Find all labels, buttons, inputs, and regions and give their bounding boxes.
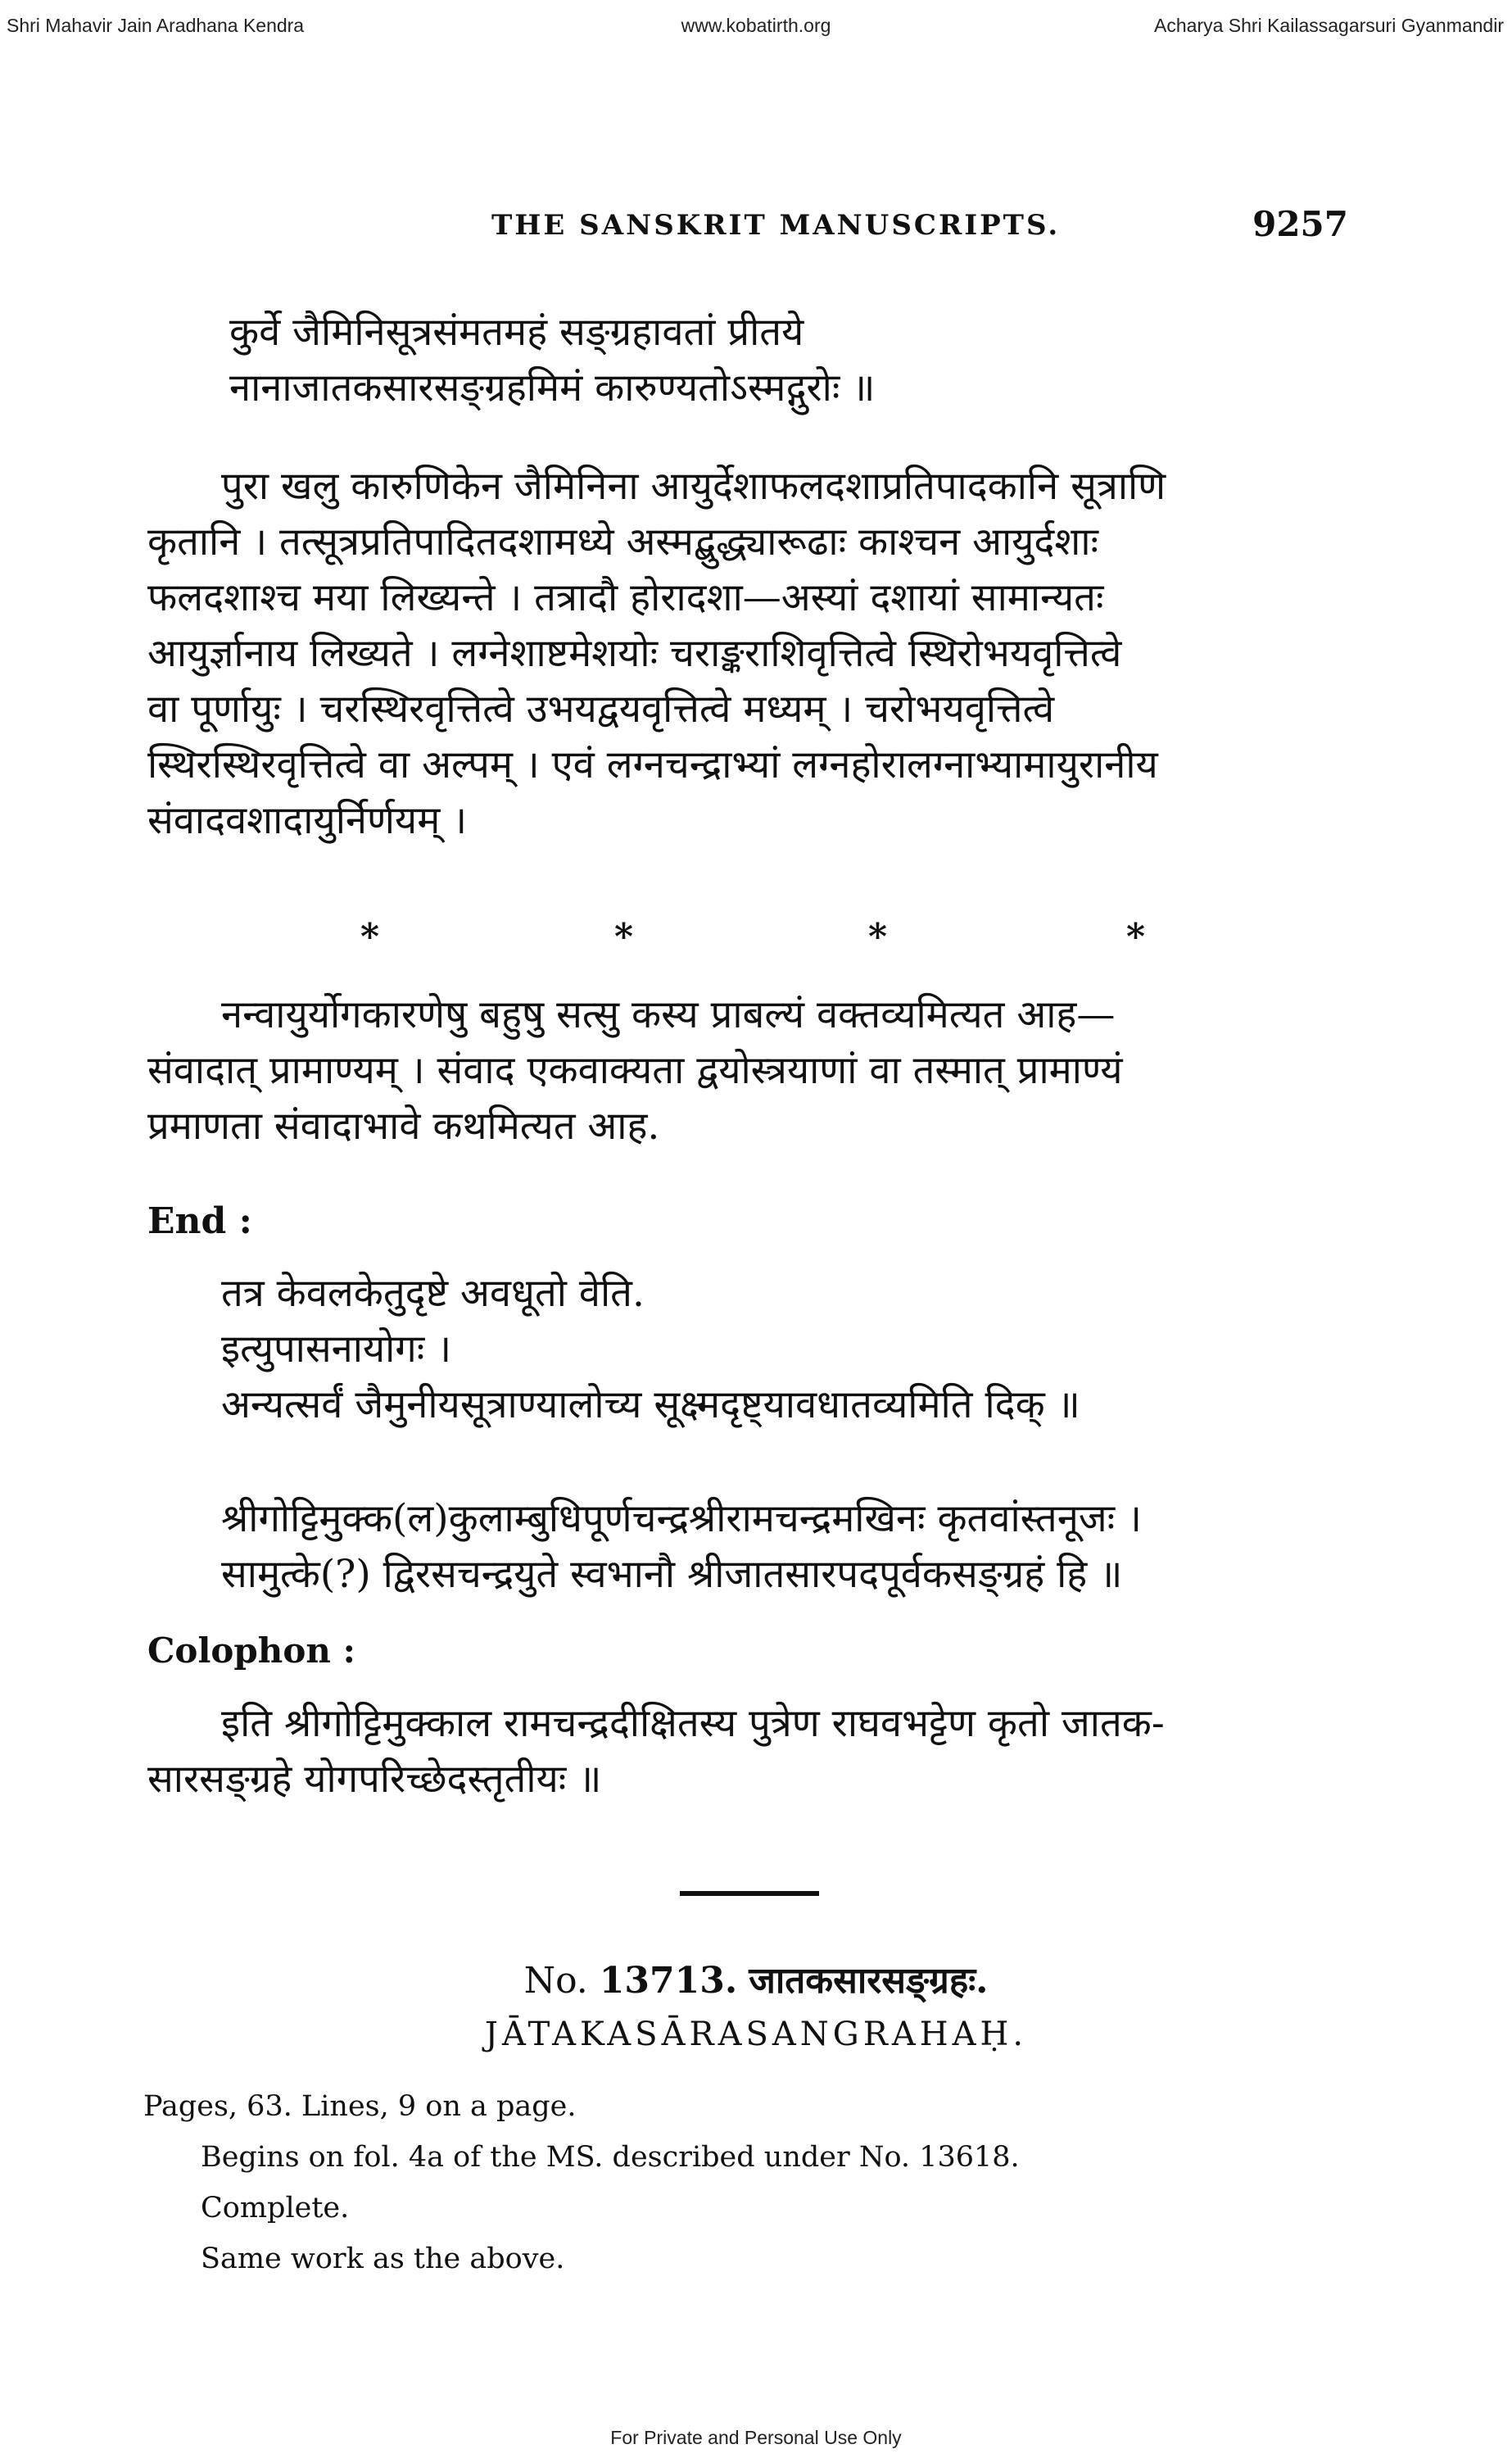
prose-paragraph-2: [147, 987, 1360, 1154]
paragraph-line: आयुर्ज्ञानाय लिख्यते । लग्नेशाष्टमेशयोः चराङ्कराशिवृत्तित्वे स्थिरोभयवृत्तित्वे: [147, 631, 1122, 676]
closing-verse: [147, 1491, 1360, 1603]
separator-star: *: [360, 916, 380, 958]
entry-number-line: [0, 1954, 1512, 2003]
separator-star: *: [868, 916, 888, 958]
colophon-heading: Colophon :: [147, 1630, 355, 1671]
end-text: [147, 1266, 1360, 1433]
opening-verse: [147, 305, 1360, 416]
paragraph-line: स्थिरस्थिरवृत्तित्वे वा अल्पम् । एवं लग्नचन्द्राभ्यां लग्नहोरालग्नाभ्यामायुरानीय: [147, 742, 1158, 787]
end-line: अन्यत्सर्वं जैमुनीयसूत्राण्यालोच्य सूक्ष्मदृष्ट्यावधातव्यमिति दिक् ॥: [221, 1382, 1080, 1427]
running-title: THE SANSKRIT MANUSCRIPTS.: [491, 209, 1061, 242]
verse-line: नानाजातकसारसङ्ग्रहमिमं कारुण्यतोऽस्मद्गुरोः ॥: [229, 365, 876, 410]
page-header: [0, 204, 1512, 258]
meta-pages-lines: Pages, 63. Lines, 9 on a page.: [143, 2090, 577, 2123]
entry-number-prefix: No.: [523, 1960, 588, 2002]
end-line: तत्र केवलकेतुदृष्टे अवधूतो वेति.: [221, 1271, 645, 1316]
entry-title-devanagari: जातकसारसङ्ग्रहः.: [749, 1960, 989, 2002]
separator-star: *: [614, 916, 634, 958]
colophon-line: इति श्रीगोट्टिमुक्काल रामचन्द्रदीक्षितस्य पुत्रेण राघवभट्टेण कृतो जातक-: [221, 1701, 1165, 1746]
colophon-text: [147, 1696, 1360, 1807]
verse-line: कुर्वे जैमिनिसूत्रसंमतमहं सङ्ग्रहावतां प्रीतये: [229, 310, 804, 355]
paragraph-line: संवादात् प्रामाण्यम् । संवाद एकवाक्यता द्वयोस्त्रयाणां वा तस्मात् प्रामाण्यं: [147, 1048, 1123, 1093]
verse-line: श्रीगोट्टिमुक्क(ल)कुलाम्बुधिपूर्णचन्द्रश्रीरामचन्द्रमखिनः कृतवांस्तनूजः ।: [221, 1496, 1142, 1541]
entry-number: 13713.: [599, 1960, 738, 2002]
meta-begins: Begins on fol. 4a of the MS. described under No. 13618.: [201, 2141, 1020, 2174]
end-heading: End :: [147, 1200, 252, 1242]
horizontal-rule: [680, 1891, 819, 1896]
verse-line: सामुत्के(?) द्विरसचन्द्रयुते स्वभानौ श्रीजातसारपदपूर्वकसङ्ग्रहं हि ॥: [221, 1552, 1123, 1597]
meta-complete: Complete.: [201, 2192, 350, 2224]
separator-star: *: [1126, 916, 1146, 958]
paragraph-line: कृतानि । तत्सूत्रप्रतिपादितदशामध्ये अस्मद्बुद्ध्यारूढाः काश्चन आयुर्दशाः: [147, 519, 1099, 565]
colophon-line: सारसङ्ग्रहे योगपरिच्छेदस्तृतीयः ॥: [147, 1757, 602, 1802]
page-number: 9257: [1252, 204, 1348, 244]
top-bar-right-text: Acharya Shri Kailassagarsuri Gyanmandir: [1154, 15, 1504, 36]
end-line: इत्युपासनायोगः ।: [221, 1327, 452, 1372]
section-separator-stars: [0, 916, 1512, 957]
prose-paragraph-1: [147, 459, 1360, 849]
entry-meta: [143, 2081, 1372, 2284]
footer-text: For Private and Personal Use Only: [610, 2427, 902, 2448]
paragraph-line: नन्वायुर्योगकारणेषु बहुषु सत्सु कस्य प्राबल्यं वक्तव्यमित्यत आह—: [221, 992, 1116, 1037]
meta-same-work: Same work as the above.: [201, 2243, 565, 2275]
entry-title-roman: JĀTAKASĀRASANGRAHAḤ.: [484, 2016, 1028, 2053]
paragraph-line: संवादवशादायुर्निर्णयम् ।: [147, 798, 468, 843]
top-bar-left-text: Shri Mahavir Jain Aradhana Kendra: [7, 15, 305, 36]
paragraph-line: प्रमाणता संवादाभावे कथमित्यत आह.: [147, 1104, 660, 1149]
top-bar-center-text: www.kobatirth.org: [681, 15, 831, 36]
paragraph-line: फलदशाश्च मया लिख्यन्ते । तत्रादौ होरादशा—अस्यां दशायां सामान्यतः: [147, 575, 1104, 620]
paragraph-line: पुरा खलु कारुणिकेन जैमिनिना आयुर्देशाफलदशाप्रतिपादकानि सूत्राणि: [221, 464, 1166, 509]
paragraph-line: वा पूर्णायुः । चरस्थिरवृत्तित्वे उभयद्वयवृत्तित्वे मध्यम् । चरोभयवृत्तित्वे: [147, 687, 1055, 732]
top-bar: [0, 8, 1512, 41]
